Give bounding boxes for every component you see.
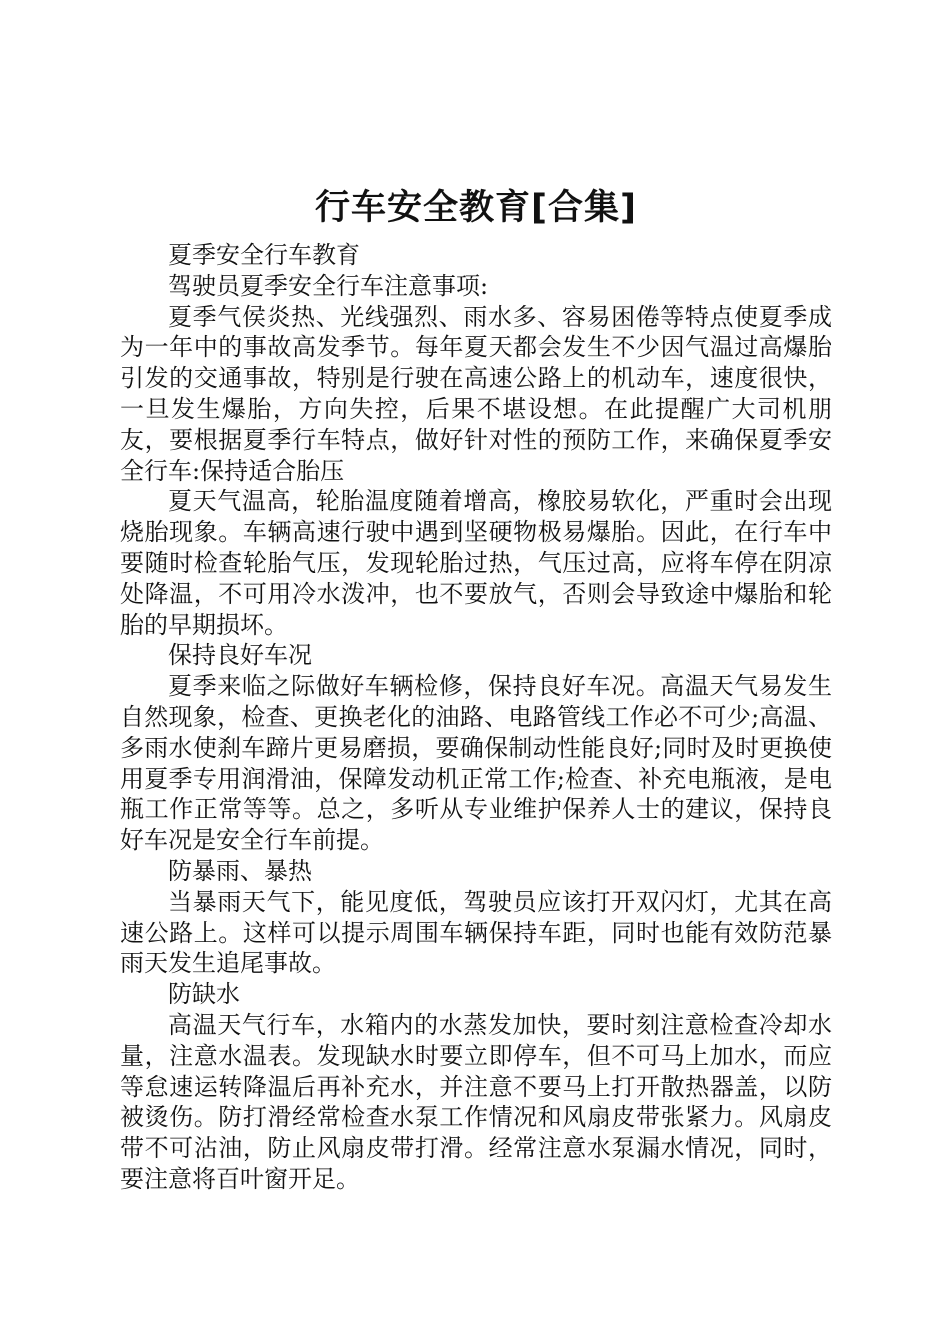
section-heading: 夏季安全行车教育 (168, 241, 360, 269)
section-heading: 防暴雨、暴热 (168, 856, 312, 885)
section-subheading: 驾驶员夏季安全行车注意事项: (168, 271, 489, 300)
body-paragraph: 夏天气温高，轮胎温度随着增高，橡胶易软化，严重时会出现烧胎现象。车辆高速行驶中遇到坚硬物极易爆胎。因此，在行车中要随时检查轮胎气压，发现轮胎过热，气压过高，应将车停在阴凉处降温，不可用冷水泼冲，也不要放气，否则会导致途中爆胎和轮胎的早期损坏。 (120, 487, 832, 639)
body-paragraph: 夏季来临之际做好车辆检修，保持良好车况。高温天气易发生自然现象，检查、更换老化的油路、电路管线工作必不可少;高温、多雨水使刹车蹄片更易磨损，要确保制动性能良好;同时及时更换使用夏季专用润滑油，保障发动机正常工作;检查、补充电瓶液，是电瓶工作正常等等。总之，多听从专业维护保养人士的建议，保持良好车况是安全行车前提。 (120, 672, 832, 855)
document-page (120, 178, 832, 1195)
section-heading: 防缺水 (168, 980, 240, 1009)
body-paragraph: 高温天气行车，水箱内的水蒸发加快，要时刻注意检查冷却水量，注意水温表。发现缺水时要立即停车，但不可马上加水，而应等怠速运转降温后再补充水，并注意不要马上打开散热器盖，以防被烫伤。防打滑经常检查水泵工作情况和风扇皮带张紧力。风扇皮带不可沾油，防止风扇皮带打滑。经常注意水泵漏水情况，同时，要注意将百叶窗开足。 (120, 1010, 832, 1193)
document-title: 行车安全教育[合集] (315, 188, 637, 228)
body-paragraph: 夏季气侯炎热、光线强烈、雨水多、容易困倦等特点使夏季成为一年中的事故高发季节。每年夏天都会发生不少因气温过高爆胎引发的交通事故，特别是行驶在高速公路上的机动车，速度很快，一旦发生爆胎，方向失控，后果不堪设想。在此提醒广大司机朋友，要根据夏季行车特点，做好针对性的预防工作，来确保夏季安全行车:保持适合胎压 (120, 302, 832, 485)
body-paragraph: 当暴雨天气下，能见度低，驾驶员应该打开双闪灯，尤其在高速公路上。这样可以提示周围车辆保持车距，同时也能有效防范暴雨天发生追尾事故。 (120, 887, 832, 978)
section-heading: 保持良好车况 (168, 641, 312, 670)
